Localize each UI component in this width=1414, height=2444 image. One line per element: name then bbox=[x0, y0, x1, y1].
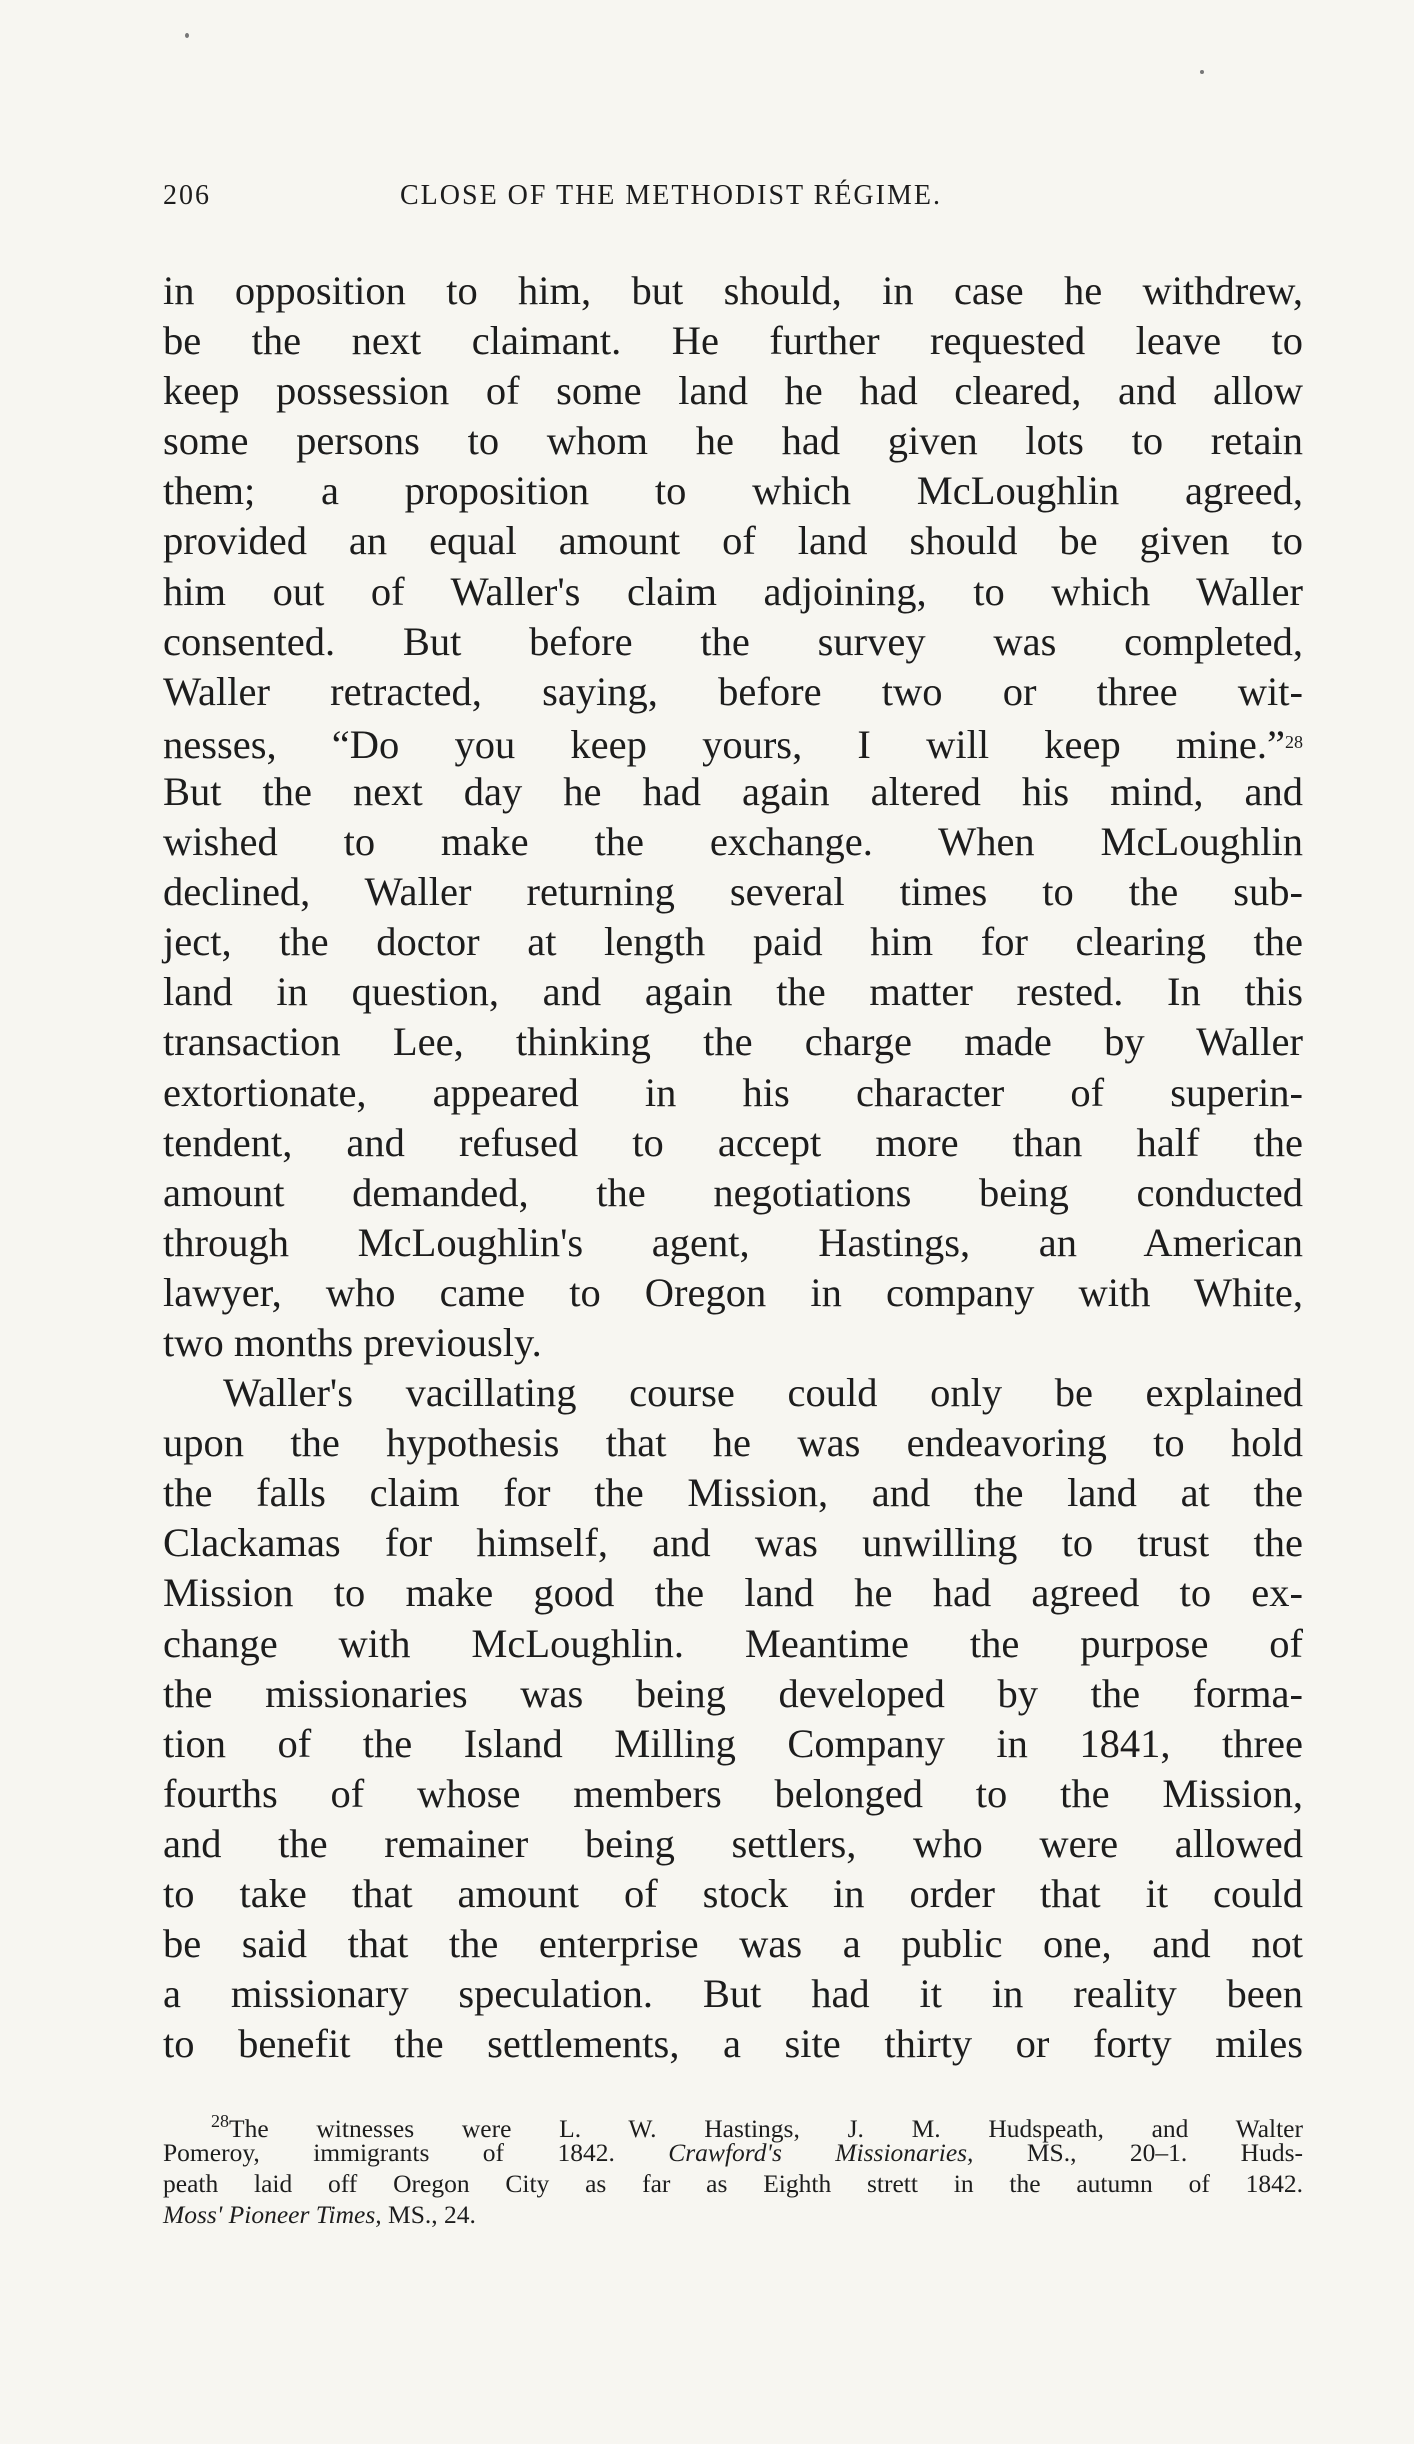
text-line: wished to make the exchange. When McLoughlin bbox=[163, 819, 1303, 865]
ink-speck bbox=[1200, 70, 1204, 74]
footnote-line: peath laid off Oregon City as far as Eighth strett in the autumn of 1842. bbox=[163, 2169, 1303, 2198]
text-line: But the next day he had again altered his mind, and bbox=[163, 768, 1303, 814]
text-line: land in question, and again the matter rested. In this bbox=[163, 969, 1303, 1015]
text-line: upon the hypothesis that he was endeavoring to hold bbox=[163, 1420, 1303, 1466]
footnote-citation-title: Moss' Pioneer Times, bbox=[163, 2200, 382, 2229]
text-line: the missionaries was being developed by the forma- bbox=[163, 1670, 1303, 1716]
text-line: amount demanded, the negotiations being conducted bbox=[163, 1169, 1303, 1215]
running-title: CLOSE OF THE METHODIST RÉGIME. bbox=[400, 180, 942, 211]
text-line: lawyer, who came to Oregon in company with White, bbox=[163, 1269, 1303, 1315]
footnote-text: MS., 20–1. Huds- bbox=[1026, 2138, 1304, 2167]
text-line: Waller retracted, saying, before two or three wit- bbox=[163, 668, 1303, 714]
footnote-marker: 28 bbox=[211, 2111, 229, 2131]
page-number: 206 bbox=[163, 180, 211, 211]
footnote-reference: 28 bbox=[1285, 731, 1303, 752]
text-line: change with McLoughlin. Meantime the purpose of bbox=[163, 1620, 1303, 1666]
text-line-segment: nesses, “Do you keep yours, I will keep mine.” bbox=[163, 721, 1285, 767]
text-line: extortionate, appeared in his character of superin- bbox=[163, 1069, 1303, 1115]
text-line: and the remainer being settlers, who were allowed bbox=[163, 1820, 1303, 1866]
text-line: him out of Waller's claim adjoining, to which Waller bbox=[163, 568, 1303, 614]
footnote-text: MS., 24. bbox=[388, 2200, 476, 2229]
text-line: provided an equal amount of land should be given to bbox=[163, 518, 1303, 564]
ink-speck bbox=[185, 33, 189, 38]
text-line: fourths of whose members belonged to the Mission, bbox=[163, 1770, 1303, 1816]
text-line: declined, Waller returning several times to the sub- bbox=[163, 869, 1303, 915]
text-line: two months previously. bbox=[163, 1319, 542, 1365]
footnote-text: Pomeroy, immigrants of 1842. bbox=[163, 2138, 615, 2167]
text-line: keep possession of some land he had cleared, and allow bbox=[163, 368, 1303, 414]
text-line: Clackamas for himself, and was unwilling to trust the bbox=[163, 1520, 1303, 1566]
text-line: be said that the enterprise was a public one, and not bbox=[163, 1921, 1303, 1967]
text-line: Mission to make good the land he had agreed to ex- bbox=[163, 1570, 1303, 1616]
text-line: to benefit the settlements, a site thirty or forty miles bbox=[163, 2021, 1303, 2067]
text-line: Waller's vacillating course could only be explained bbox=[223, 1370, 1303, 1416]
text-line: a missionary speculation. But had it in reality been bbox=[163, 1971, 1303, 2017]
text-line: consented. But before the survey was completed, bbox=[163, 618, 1303, 664]
footnote-line bbox=[163, 2106, 1303, 2143]
text-line-with-footnote bbox=[163, 717, 1303, 767]
footnote-line bbox=[163, 2137, 1303, 2168]
body-text bbox=[163, 266, 1303, 2069]
text-line: the falls claim for the Mission, and the land at the bbox=[163, 1470, 1303, 1516]
text-line: be the next claimant. He further requested leave to bbox=[163, 318, 1303, 364]
footnote-citation-title: Crawford's Missionaries, bbox=[668, 2138, 974, 2167]
text-line: in opposition to him, but should, in case he withdrew, bbox=[163, 268, 1303, 313]
text-line: some persons to whom he had given lots to retain bbox=[163, 418, 1303, 464]
text-line: through McLoughlin's agent, Hastings, an American bbox=[163, 1219, 1303, 1265]
footnote bbox=[163, 2106, 1303, 2230]
running-header bbox=[163, 180, 1303, 224]
text-line: them; a proposition to which McLoughlin agreed, bbox=[163, 468, 1303, 514]
text-line: transaction Lee, thinking the charge made by Waller bbox=[163, 1019, 1303, 1065]
text-line: to take that amount of stock in order that it could bbox=[163, 1871, 1303, 1916]
footnote-text: The witnesses were L. W. Hastings, J. M. Hudspeath, and Walter bbox=[229, 2114, 1303, 2143]
footnote-line bbox=[163, 2199, 1303, 2230]
text-line: tion of the Island Milling Company in 1841, three bbox=[163, 1720, 1303, 1766]
text-line: tendent, and refused to accept more than half the bbox=[163, 1119, 1303, 1165]
text-line: ject, the doctor at length paid him for clearing the bbox=[163, 919, 1303, 965]
